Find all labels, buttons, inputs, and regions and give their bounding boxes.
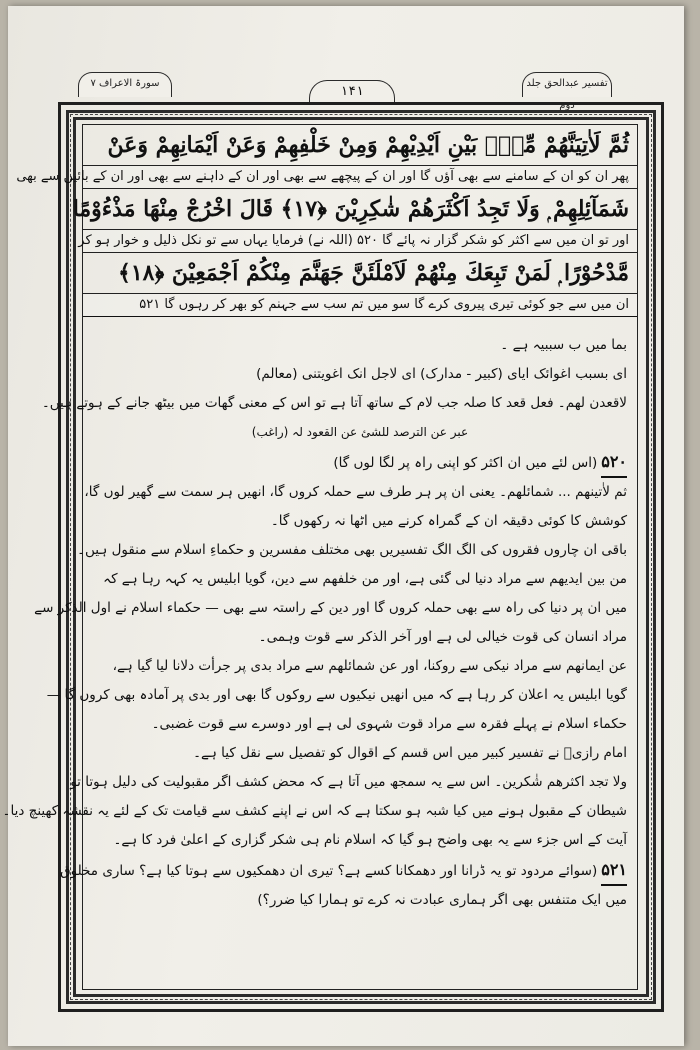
volume-tag: تفسیر عبدالحق جلد دوم <box>522 72 612 97</box>
note-text: (سوائے مردود تو یہ ڈرانا اور دھمکانا کسے ہے؟ تیری ان دھمکیوں سے ہوتا کیا ہے؟ ساری مخلوق <box>60 863 598 879</box>
verse-translation: پھر ان کو ان کے سامنے سے بھی آؤں گا اور ان کے پیچھے سے بھی اور ان کے داہنے سے بھی اور ان کے بائیں سے بھی <box>83 165 637 189</box>
note-line <box>60 855 627 886</box>
commentary-line: میں ایک متنفس بھی اگر ہماری عبادت نہ کرے تو ہمارا کیا ضرر؟) <box>257 892 627 908</box>
page-content <box>2 124 638 990</box>
note-line <box>93 447 627 478</box>
commentary-line: لاقعدن لھم۔ فعل قعد کا صلہ جب لام کے ساتھ آتا ہے تو اس کے معنی گھات میں بیٹھ جانے کے ہوتے ہیں۔ <box>41 395 627 411</box>
commentary-line: حکماء اسلام نے پہلے فقرہ سے مراد قوت شہوی لی ہے اور دوسرے سے قوت غضبی۔ <box>151 716 627 732</box>
commentary-line: ولا تجد اکثرھم شٰکرین۔ اس سے یہ سمجھ میں آتا ہے کہ محض کشف اگر مقبولیت کی دلیل ہوتا تو <box>70 774 627 790</box>
commentary-block <box>2 317 637 915</box>
commentary-line: آیت کے اس جزء سے یہ بھی واضح ہو گیا کہ اسلام نام ہی شکر گزاری کے اعلیٰ فرد کا ہے۔ <box>113 832 627 848</box>
verse-translation: اور تو ان میں سے اکثر کو شکر گزار نہ پائے گا ۵۲۰ (اللہ نے) فرمایا یہاں سے تو نکل ذلیل و خوار ہو کر <box>83 229 637 253</box>
commentary-line: ای بسبب اغوائک ایای (کبیر - مدارک) ای لاجل انک اغویتنی (معالم) <box>256 366 627 382</box>
verse-arabic: شَمَآئِلِهِمْ ۭ وَلَا تَجِدُ اَكْثَرَهُمْ شٰكِرِيْنَ ﴿۱۷﴾ قَالَ اخْرُجْ مِنْهَا مَذْءُوْمًا <box>72 196 629 222</box>
commentary-line: عبر عن الترصد للشئ عن القعود لہ (راغب) <box>251 425 469 439</box>
page-number: ۱۴۱ <box>309 80 395 103</box>
commentary-line: کوشش کا کوئی دقیقہ ان کے گمراہ کرنے میں اٹھا نہ رکھوں گا۔ <box>270 513 627 529</box>
commentary-line: بما میں ب سببیہ ہے ۔ <box>500 337 627 353</box>
note-marker: ۵۲۱ <box>601 855 627 886</box>
commentary-line: ثم لاٰتینھم ... شمائلھم۔ یعنی ان پر ہر طرف سے حملہ کروں گا، انھیں ہر سمت سے گھیر لوں گا، <box>84 484 627 500</box>
commentary-line: من بین ایدیھم سے مراد دنیا لی گئی ہے، اور من خلفھم سے دین، گویا ابلیس یہ کہہ رہا ہے کہ <box>103 571 627 587</box>
verse-translation: ان میں سے جو کوئی تیری پیروی کرے گا سو میں تم سب سے جہنم کو بھر کر رہوں گا ۵۲۱ <box>83 293 637 317</box>
verse-arabic: مَّدْحُوْرًا ۭ لَمَنْ تَبِعَكَ مِنْهُمْ لَاَمْلَئَنَّ جَهَنَّمَ مِنْكُمْ اَجْمَعِيْنَ ﴿۱۸﴾ <box>117 260 629 286</box>
surah-name-tag: سورۃ الاعراف ۷ <box>78 72 172 97</box>
commentary-line: گویا ابلیس یہ اعلان کر رہا ہے کہ میں انھیں نیکیوں سے روکوں گا بھی اور بدی پر آمادہ بھی کروں گا — <box>46 687 627 703</box>
commentary-line: میں ان پر دنیا کی راہ سے بھی حملہ کروں گا اور دین کے راستہ سے بھی — حکماء اسلام نے اول الذکر سے <box>34 600 627 616</box>
commentary-line: امام رازیؒ نے تفسیر کبیر میں اس قسم کے اقوال کو تفصیل سے نقل کیا ہے۔ <box>193 745 627 761</box>
note-text: (اس لئے میں ان اکثر کو اپنی راہ پر لگا لوں گا) <box>333 455 598 471</box>
book-page <box>2 6 684 1046</box>
note-marker: ۵۲۰ <box>601 447 627 478</box>
commentary-line: مراد انسان کی قوت خیالی لی ہے اور آخر الذکر سے قوت وہمی۔ <box>258 629 627 645</box>
commentary-line: عن ایمانھم سے مراد نیکی سے روکنا، اور عن شمائلھم سے مراد بدی پر جرأت دلانا لیا گیا ہے، <box>112 658 627 674</box>
commentary-line: باقی ان چاروں فقروں کی الگ الگ تفسیریں بھی مختلف مفسرین و حکماءِ اسلام سے منقول ہیں۔ <box>77 542 627 558</box>
verse-arabic: ثُمَّ لَاٰتِيَنَّهُمْ مِّنْۢ بَيْنِ اَيْدِيْهِمْ وَمِنْ خَلْفِهِمْ وَعَنْ اَيْمَانِهِمْ وَعَنْ <box>107 132 629 158</box>
commentary-line: شیطان کے مقبول ہونے میں کیا شبہ ہو سکتا ہے کہ اس نے اپنے کشف سے قیامت تک کے لئے یہ نقشہ کھینچ دیا۔ <box>2 803 627 819</box>
